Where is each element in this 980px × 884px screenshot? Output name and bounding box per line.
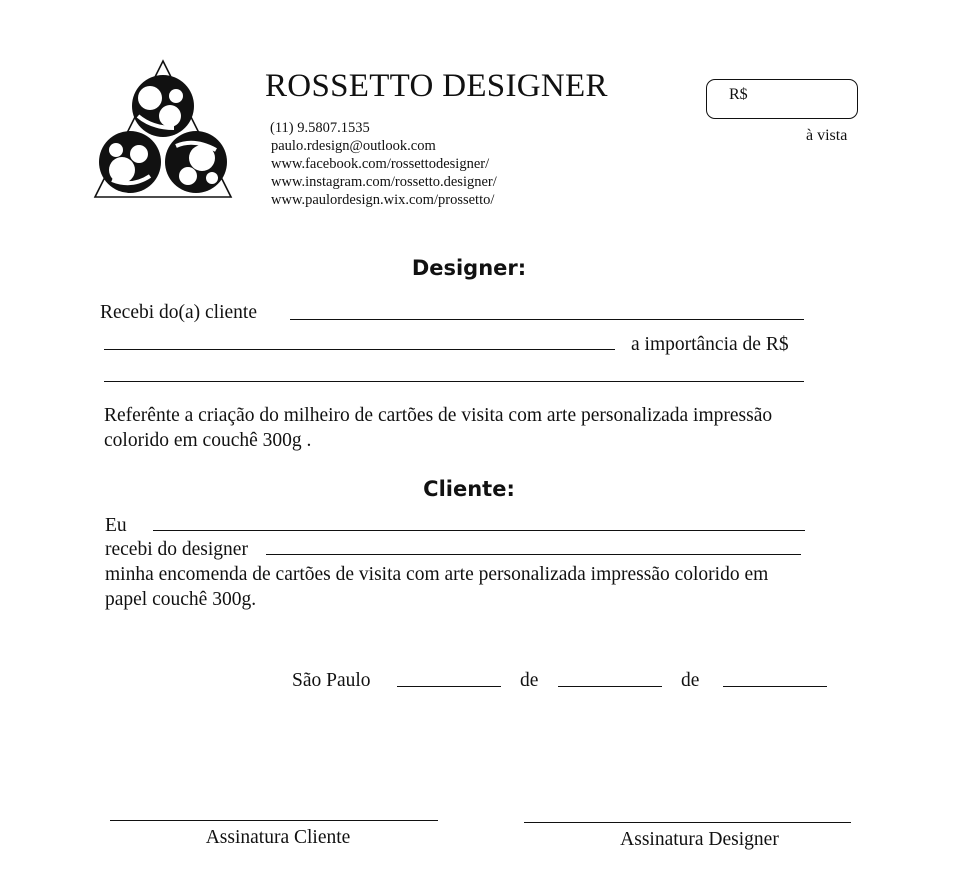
price-currency-label: R$ [729,86,748,103]
facebook-url: www.facebook.com/rossettodesigner/ [271,156,490,172]
client-description-line2: papel couchê 300g. [105,589,257,610]
client-description-line1: minha encomenda de cartões de visita com arte personalizada impressão colorido em [105,564,769,585]
designer-name-line[interactable] [266,554,801,555]
date-de-1: de [520,670,539,691]
client-signature-name-line[interactable] [153,530,805,531]
designer-signature-line[interactable] [524,822,851,823]
email-address: paulo.rdesign@outlook.com [271,138,436,154]
brand-name: ROSSETTO DESIGNER [265,68,608,104]
instagram-url: www.instagram.com/rossetto.designer/ [271,174,497,190]
website-url: www.paulordesign.wix.com/prossetto/ [271,192,495,208]
amount-label: a importância de R$ [631,334,789,355]
city-label: São Paulo [292,670,371,691]
day-line[interactable] [397,686,501,687]
date-de-2: de [681,670,700,691]
client-section-title: Cliente: [423,477,515,501]
payment-note: à vista [806,127,848,144]
client-signature-label: Assinatura Cliente [205,827,351,848]
price-field[interactable] [706,79,858,119]
triskelion-logo-icon [92,58,234,208]
phone-number: (11) 9.5807.1535 [270,120,370,136]
received-from-label: Recebi do(a) cliente [100,302,257,323]
client-signature-line[interactable] [110,820,438,821]
received-from-designer-label: recebi do designer [105,539,248,560]
designer-description-line1: Referênte a criação do milheiro de cartões de visita com arte personalizada impressão [104,405,773,426]
eu-label: Eu [105,515,127,536]
month-line[interactable] [558,686,662,687]
client-name-line[interactable] [290,319,804,320]
amount-words-line[interactable] [104,349,615,350]
extra-line[interactable] [104,381,804,382]
designer-signature-label: Assinatura Designer [620,829,779,850]
designer-description-line2: colorido em couchê 300g . [104,430,312,451]
designer-section-title: Designer: [411,256,527,280]
year-line[interactable] [723,686,827,687]
